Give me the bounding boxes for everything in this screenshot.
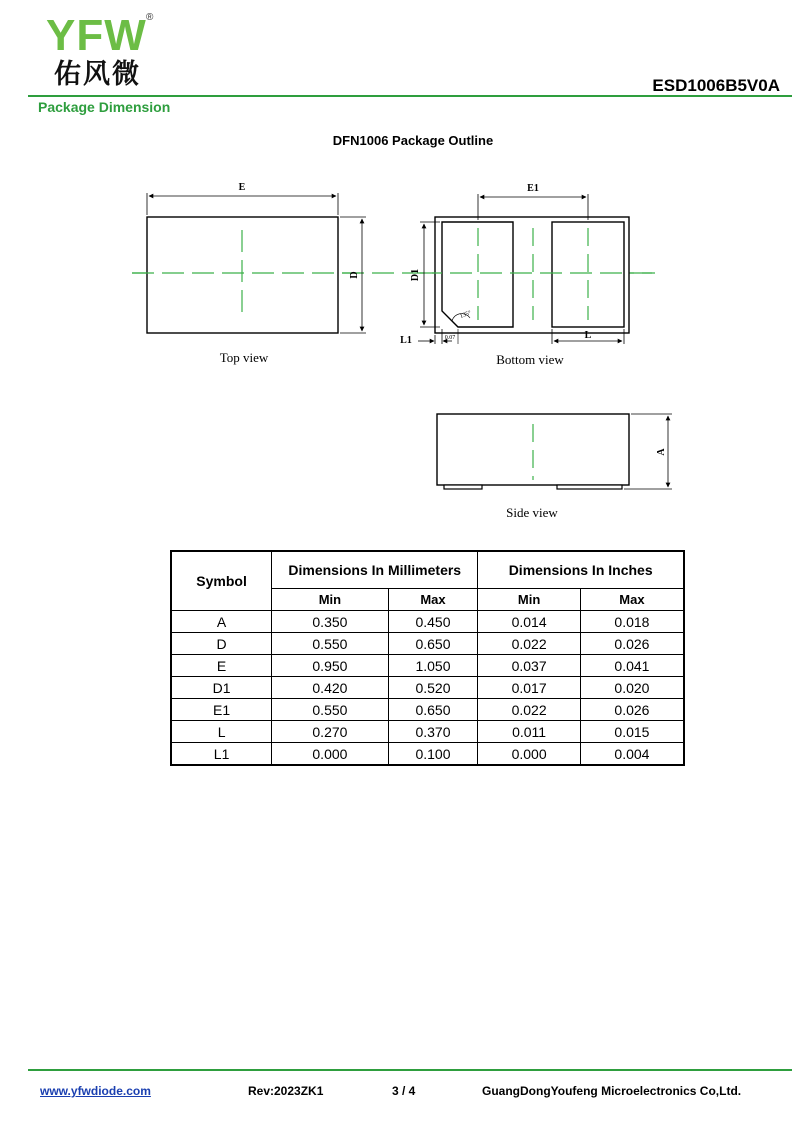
top-view: [132, 182, 366, 365]
cell-symbol: L1: [171, 743, 272, 766]
cell-mm-min: 0.420: [272, 677, 388, 699]
cell-mm-min: 0.550: [272, 699, 388, 721]
cell-mm-min: 0.000: [272, 743, 388, 766]
registered-mark: ®: [146, 12, 154, 23]
side-view-lead-left: [444, 485, 482, 489]
table-row: [171, 611, 684, 633]
label-D: D: [349, 271, 360, 279]
cell-in-max: 0.026: [580, 633, 684, 655]
header-millimeters: Dimensions In Millimeters: [272, 551, 478, 589]
cell-in-min: 0.022: [478, 633, 581, 655]
side-view: [437, 414, 672, 520]
cell-in-min: 0.017: [478, 677, 581, 699]
header-mm-min: Min: [272, 589, 388, 611]
company-name: GuangDongYoufeng Microelectronics Co,Ltd.: [482, 1084, 742, 1098]
cell-symbol: D: [171, 633, 272, 655]
cell-in-max: 0.020: [580, 677, 684, 699]
cell-in-max: 0.041: [580, 655, 684, 677]
cell-in-max: 0.018: [580, 611, 684, 633]
bottom-view: [400, 183, 655, 367]
cell-in-max: 0.015: [580, 721, 684, 743]
label-L: L: [584, 330, 592, 341]
logo-text: YFW: [46, 11, 147, 60]
package-outline-drawing: [0, 0, 800, 530]
caption-bottom-view: Bottom view: [496, 352, 564, 367]
cell-mm-max: 0.650: [388, 633, 478, 655]
cell-symbol: D1: [171, 677, 272, 699]
part-number: ESD1006B5V0A: [652, 76, 780, 95]
cell-in-min: 0.000: [478, 743, 581, 766]
cell-mm-min: 0.350: [272, 611, 388, 633]
cell-symbol: E1: [171, 699, 272, 721]
dimensions-table: [170, 550, 685, 766]
cell-mm-max: 1.050: [388, 655, 478, 677]
cell-mm-max: 0.100: [388, 743, 478, 766]
label-L1: L1: [400, 335, 412, 346]
logo-chinese-text: 佑风微: [54, 59, 141, 90]
website-link[interactable]: www.yfwdiode.com: [40, 1084, 151, 1098]
caption-side-view: Side view: [506, 505, 558, 520]
caption-top-view: Top view: [219, 350, 269, 365]
table-row: [171, 633, 684, 655]
cell-mm-max: 0.650: [388, 699, 478, 721]
cell-in-min: 0.011: [478, 721, 581, 743]
header-inches: Dimensions In Inches: [478, 551, 684, 589]
page-number: 3 / 4: [392, 1084, 416, 1098]
footer-divider: [28, 1069, 792, 1071]
cell-symbol: A: [171, 611, 272, 633]
cell-mm-max: 0.450: [388, 611, 478, 633]
header-mm-max: Max: [388, 589, 478, 611]
section-title: Package Dimension: [38, 99, 171, 115]
cell-mm-min: 0.950: [272, 655, 388, 677]
label-A: A: [656, 448, 667, 456]
cell-symbol: L: [171, 721, 272, 743]
cell-mm-min: 0.270: [272, 721, 388, 743]
cell-mm-max: 0.370: [388, 721, 478, 743]
label-E1: E1: [527, 183, 539, 194]
label-E: E: [238, 182, 246, 193]
label-angle: 135°: [459, 310, 473, 320]
header-in-max: Max: [580, 589, 684, 611]
header-in-min: Min: [478, 589, 581, 611]
cell-mm-min: 0.550: [272, 633, 388, 655]
cell-in-min: 0.022: [478, 699, 581, 721]
cell-in-min: 0.014: [478, 611, 581, 633]
label-D1: D1: [410, 268, 421, 282]
table-row: [171, 655, 684, 677]
label-chamfer: 0.07: [444, 335, 456, 341]
cell-mm-max: 0.520: [388, 677, 478, 699]
cell-symbol: E: [171, 655, 272, 677]
cell-in-min: 0.037: [478, 655, 581, 677]
table-row: [171, 721, 684, 743]
side-view-lead-right: [557, 485, 622, 489]
drawing-title: DFN1006 Package Outline: [332, 133, 494, 148]
header-symbol: Symbol: [171, 551, 272, 611]
cell-in-max: 0.004: [580, 743, 684, 766]
table-row: [171, 677, 684, 699]
table-row: [171, 699, 684, 721]
table-row: [171, 743, 684, 766]
cell-in-max: 0.026: [580, 699, 684, 721]
revision-text: Rev:2023ZK1: [248, 1084, 324, 1098]
